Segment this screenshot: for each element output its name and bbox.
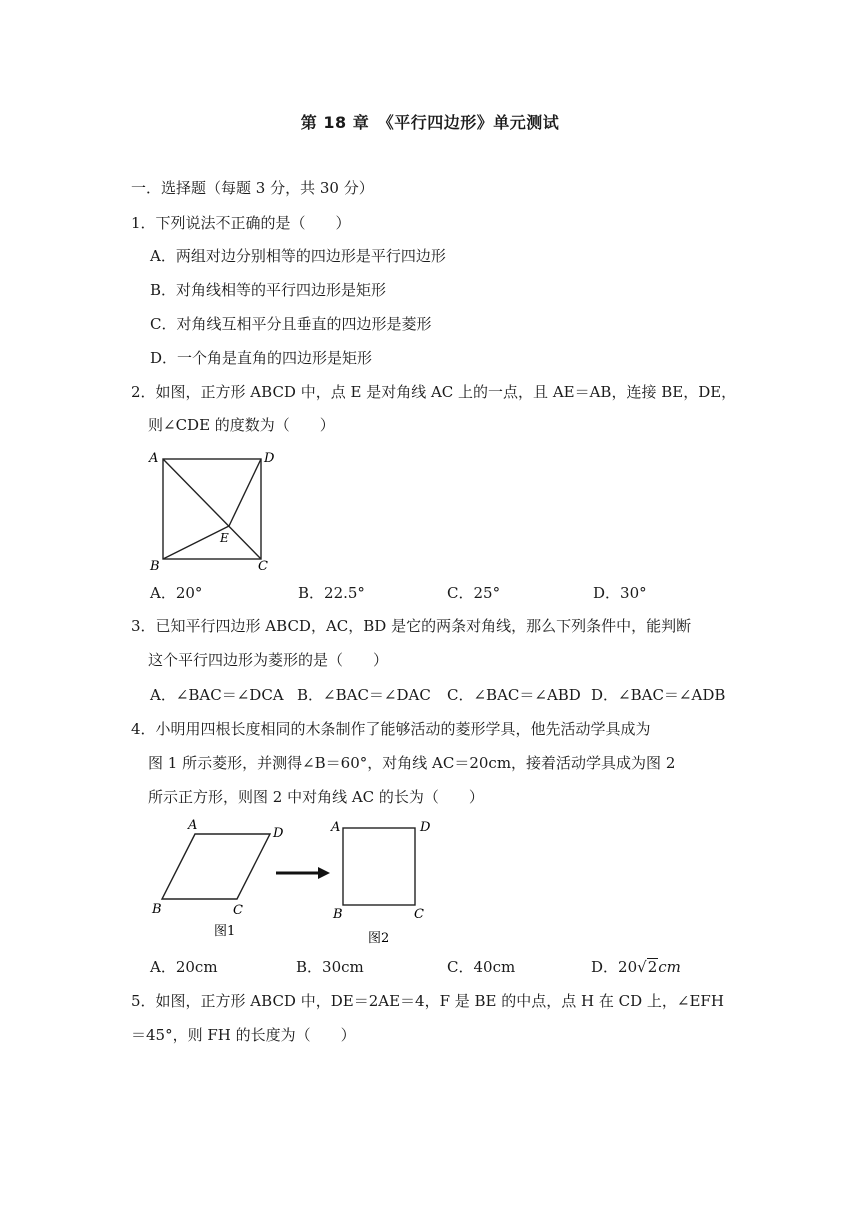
q1-stem: 1．下列说法不正确的是（ ） — [131, 214, 351, 232]
arrow-icon — [276, 867, 330, 879]
q3-options — [150, 684, 750, 706]
label-e: E — [220, 531, 229, 545]
q4-option-d: D．20√2cm — [591, 958, 681, 976]
page-title: 第 18 章 《平行四边形》单元测试 — [300, 113, 560, 132]
q2-option-d: D．30° — [593, 584, 647, 602]
q5-stem-line1: 5．如图，正方形 ABCD 中，DE＝2AE＝4，F 是 BE 的中点，点 H 在 CD 上，∠EFH — [131, 992, 724, 1010]
fig2-label-c: C — [414, 907, 424, 922]
q3-option-a: A．∠BAC＝∠DCA — [150, 686, 284, 704]
q5-stem-line2: ＝45°，则 FH 的长度为（ ） — [131, 1026, 356, 1044]
q3-option-d: D．∠BAC＝∠ADB — [591, 686, 726, 704]
q4-option-d-coefficient: D．20 — [591, 958, 638, 976]
q2-square-figure — [140, 444, 290, 574]
fig1-label-b: B — [152, 902, 162, 917]
label-d: D — [264, 451, 275, 466]
fig2-label-b: B — [333, 907, 343, 922]
q1-option-c: C．对角线互相平分且垂直的四边形是菱形 — [150, 315, 432, 333]
segment-de — [229, 459, 261, 526]
fig1-label-c: C — [233, 903, 243, 918]
label-b: B — [150, 559, 160, 574]
q4-option-b: B．30cm — [296, 958, 364, 976]
fig2-label-d: D — [420, 820, 431, 835]
label-a: A — [149, 451, 159, 466]
q4-stem-line2: 图 1 所示菱形，并测得∠B＝60°，对角线 AC＝20cm，接着活动学具成为图 2 — [148, 754, 676, 772]
q1-option-d: D．一个角是直角的四边形是矩形 — [150, 349, 373, 367]
diagonal-ac — [163, 459, 261, 559]
q2-option-a: A．20° — [150, 584, 203, 602]
q4-stem-line3: 所示正方形，则图 2 中对角线 AC 的长为（ ） — [148, 788, 484, 806]
q2-option-c: C．25° — [447, 584, 501, 602]
q4-option-a: A．20cm — [150, 958, 218, 976]
q3-option-b: B．∠BAC＝∠DAC — [297, 686, 431, 704]
figure-1-rhombus — [151, 818, 284, 939]
q2-stem-line2: 则∠CDE 的度数为（ ） — [148, 416, 335, 434]
q1-option-a: A．两组对边分别相等的四边形是平行四边形 — [150, 247, 446, 265]
q4-stem-line1: 4．小明用四根长度相同的木条制作了能够活动的菱形学具，他先活动学具成为 — [131, 720, 651, 738]
fig1-label-d: D — [273, 826, 284, 841]
q4-options — [150, 956, 750, 978]
q4-option-d-unit: cm — [658, 958, 681, 976]
fig2-caption: 图2 — [368, 931, 390, 946]
q2-options — [150, 582, 750, 604]
fig1-label-a: A — [188, 818, 198, 833]
q4-figures — [140, 815, 460, 950]
q4-option-d-radicand: 2 — [647, 958, 658, 976]
q2-option-b: B．22.5° — [298, 584, 365, 602]
q3-stem-line1: 3．已知平行四边形 ABCD，AC，BD 是它的两条对角线，那么下列条件中，能判断 — [131, 617, 692, 635]
q4-option-c: C．40cm — [447, 958, 516, 976]
figure-2-square — [330, 820, 431, 946]
q3-stem-line2: 这个平行四边形为菱形的是（ ） — [148, 651, 389, 669]
q3-option-c: C．∠BAC＝∠ABD — [447, 686, 581, 704]
fig2-label-a: A — [331, 820, 341, 835]
label-c: C — [258, 559, 268, 574]
fig1-caption: 图1 — [214, 924, 236, 939]
q1-option-b: B．对角线相等的平行四边形是矩形 — [150, 281, 387, 299]
section-heading: 一．选择题（每题 3 分，共 30 分） — [131, 179, 374, 197]
q2-stem-line1: 2．如图，正方形 ABCD 中，点 E 是对角线 AC 上的一点，且 AE＝AB，连接 BE，DE， — [131, 383, 737, 401]
